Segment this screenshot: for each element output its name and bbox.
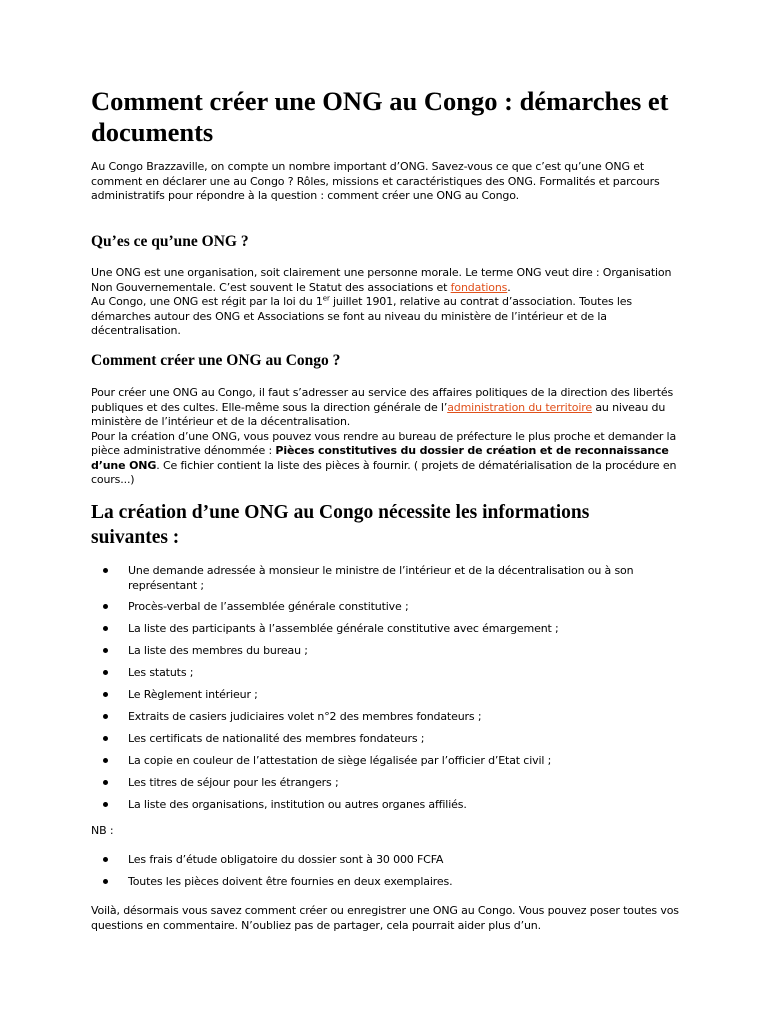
closing-paragraph: Voilà, désormais vous savez comment créer ou enregistrer une ONG au Congo. Vous pouvez poser toutes vos questions en commentaire. N’oubliez pas de partager, cela pourrait aider plus d’un. — [91, 904, 679, 932]
list-item-text: Toutes les pièces doivent être fournies en deux exemplaires. — [128, 875, 453, 888]
list-item-text: Les statuts ; — [128, 666, 194, 679]
law-text: Au Congo, une ONG est régit par la loi du 1 — [91, 295, 323, 308]
bullet-icon — [103, 692, 108, 697]
list-item-text: Les titres de séjour pour les étrangers ; — [128, 776, 339, 789]
list-item-text: La copie en couleur de l’attestation de siège légalisée par l’officier d’Etat civil ; — [128, 754, 552, 767]
definition-text: Une ONG est une organisation, soit clairement une personne morale. Le terme ONG veut dire : Organisation Non Gouvernementale. C’est souvent le Statut des associations et — [91, 266, 672, 294]
page-title: Comment créer une ONG au Congo : démarches et documents — [91, 86, 669, 147]
bullet-icon — [103, 780, 108, 785]
bullet-icon — [103, 670, 108, 675]
fondations-link[interactable]: fondations — [450, 280, 508, 294]
bullet-icon — [103, 568, 108, 573]
list-item-text: Extraits de casiers judiciaires volet n°2 des membres fondateurs ; — [128, 710, 482, 723]
section-heading-what-is-ong: Qu’es ce qu’une ONG ? — [91, 233, 249, 250]
bullet-icon — [103, 714, 108, 719]
list-item-text: La liste des organisations, institution ou autres organes affiliés. — [128, 798, 467, 811]
intro-paragraph: Au Congo Brazzaville, on compte un nombre important d’ONG. Savez-vous ce que c’est qu’une ONG et comment en déclarer une au Congo ? Rôles, missions et caractéristiques des ONG. Formalités et parcours administratifs pour répondre à la question : comment créer une ONG au Congo. — [91, 160, 660, 202]
list-item-text: La liste des membres du bureau ; — [128, 644, 308, 657]
bullet-icon — [103, 879, 108, 884]
nb-label: NB : — [91, 824, 114, 837]
procedure-paragraph — [91, 386, 686, 488]
bullet-icon — [103, 626, 108, 631]
list-item-text: Les frais d’étude obligatoire du dossier sont à 30 000 FCFA — [128, 853, 444, 866]
administration-territoire-link[interactable]: administration du territoire — [447, 400, 592, 414]
definition-paragraph — [91, 266, 686, 339]
bullet-icon — [103, 857, 108, 862]
bullet-icon — [103, 648, 108, 653]
section-heading-how-to-create: Comment créer une ONG au Congo ? — [91, 352, 341, 369]
law-text-end: juillet 1901, relative au contrat d’association. Toutes les démarches autour des ONG et Associations se font au niveau du ministère de l’intérieur et de la décentralisation. — [91, 295, 632, 337]
section-heading-required-info: La création d’une ONG au Congo nécessite les informations suivantes : — [91, 502, 590, 548]
bullet-icon — [103, 758, 108, 763]
document-name-bold: Pièces constitutives du dossier de création et de reconnaissance d’une ONG — [91, 444, 669, 472]
procedure-text-end: au niveau du ministère de l’intérieur et de la décentralisation. — [91, 400, 666, 428]
prefecture-text: Pour la création d’une ONG, vous pouvez vous rendre au bureau de préfecture le plus proche et demander la pièce administrative dénommée : — [91, 429, 677, 457]
procedure-text: Pour créer une ONG au Congo, il faut s’adresser au service des affaires politiques de la direction des libertés publiques et des cultes. Elle-même sous la direction générale de l’ — [91, 386, 674, 414]
list-item-text: Le Règlement intérieur ; — [128, 688, 258, 701]
list-item-text: La liste des participants à l’assemblée générale constitutive avec émargement ; — [128, 622, 559, 635]
bullet-icon — [103, 802, 108, 807]
bullet-icon — [103, 604, 108, 609]
bullet-icon — [103, 736, 108, 741]
definition-text-end: . — [507, 280, 511, 294]
list-item-text: Une demande adressée à monsieur le ministre de l’intérieur et de la décentralisation ou à son représentant ; — [128, 564, 634, 592]
list-item-text: Les certificats de nationalité des membres fondateurs ; — [128, 732, 425, 745]
list-item-text: Procès-verbal de l’assemblée générale constitutive ; — [128, 600, 409, 613]
ordinal-superscript: er — [322, 294, 330, 303]
prefecture-text-end: . Ce fichier contient la liste des pièces à fournir. ( projets de dématérialisation de la procédure en cours...) — [91, 458, 677, 486]
